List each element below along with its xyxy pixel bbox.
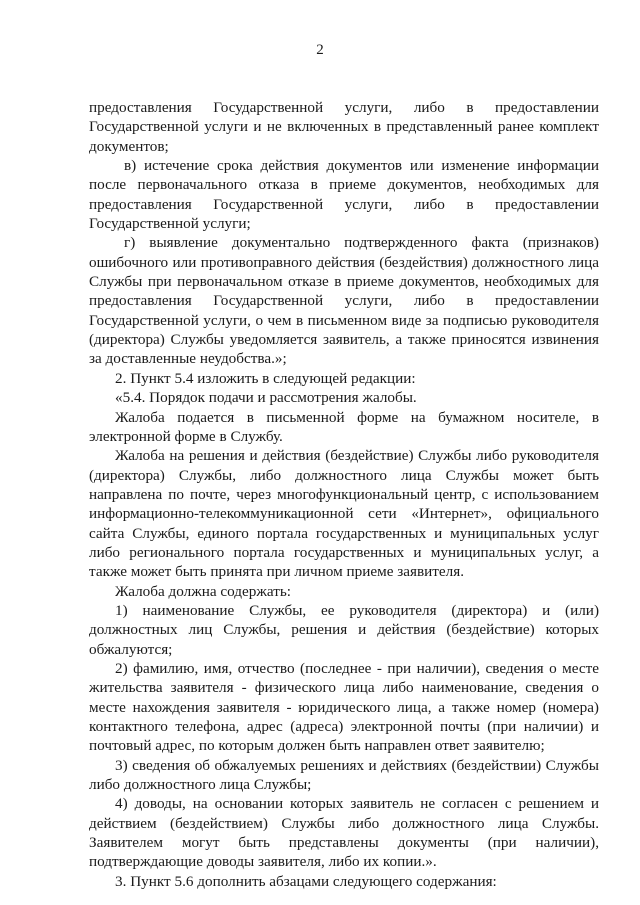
page-number: 2 xyxy=(316,42,324,58)
paragraph-complaint-form: Жалоба подается в письменной форме на бумажном носителе, в электронной форме в Службу. xyxy=(89,408,599,445)
paragraph-list-item-2: 2) фамилию, имя, отчество (последнее - при наличии), сведения о месте жительства заявителя - физического лица либо наименование, сведения о месте нахождения заявителя - юридического лица, а также номер (номера) контактного телефона, адрес (адреса) электронной почты (при наличии) и почтовый адрес, по которым должен быть направлен ответ заявителю; xyxy=(89,659,599,755)
paragraph-complaint-contents-intro: Жалоба должна содержать: xyxy=(115,582,291,600)
paragraph-list-item-4: 4) доводы, на основании которых заявитель не согласен с решением и действием (бездействием) Службы либо должностного лица Службы. Заявителем могут быть представлены документы (при наличии), подтверждающие доводы заявителя, либо их копии.». xyxy=(89,795,599,871)
paragraph-item-g: г) выявление документально подтвержденного факта (признаков) ошибочного или противоправного действия (бездействия) должностного лица Службы при первоначальном отказе в приеме документов, необходимых для предоставления Государственной услуги, либо в предоставлении Государственной услуги, о чем в письменном виде за подписью руководителя (директора) Службы уведомляется заявитель, а также приносятся извинения за доставленные неудобства.»; xyxy=(89,234,599,368)
paragraph-point-2: 2. Пункт 5.4 изложить в следующей редакции: xyxy=(115,369,416,387)
paragraph-complaint-channels: Жалоба на решения и действия (бездействие) Службы либо руководителя (директора) Службы, либо должностного лица Службы может быть направлена по почте, через многофункциональный центр, с использованием информационно-телекоммуникационной сети «Интернет», официального сайта Службы, единого портала государственных и муниципальных услуг либо регионального портала государственных и муниципальных услуг, а также может быть принята при личном приеме заявителя. xyxy=(89,447,599,581)
paragraph-list-item-1: 1) наименование Службы, ее руководителя (директора) и (или) должностных лиц Службы, решения и действия (бездействие) которых обжалуются; xyxy=(89,601,599,658)
paragraph-point-3: 3. Пункт 5.6 дополнить абзацами следующего содержания: xyxy=(115,872,497,890)
paragraph-continuation: предоставления Государственной услуги, либо в предоставлении Государственной услуги и не включенных в представленный ранее комплект документов; xyxy=(89,99,599,155)
paragraph-section-5-4-heading: «5.4. Порядок подачи и рассмотрения жалобы. xyxy=(115,389,417,407)
paragraph-item-v: в) истечение срока действия документов или изменение информации после первоначального отказа в приеме документов, необходимых для предоставления Государственной услуги, либо в предоставлении Государственной услуги; xyxy=(89,157,599,233)
paragraph-list-item-3: 3) сведения об обжалуемых решениях и действиях (бездействии) Службы либо должностного лица Службы; xyxy=(89,756,599,794)
body-text xyxy=(89,98,599,891)
